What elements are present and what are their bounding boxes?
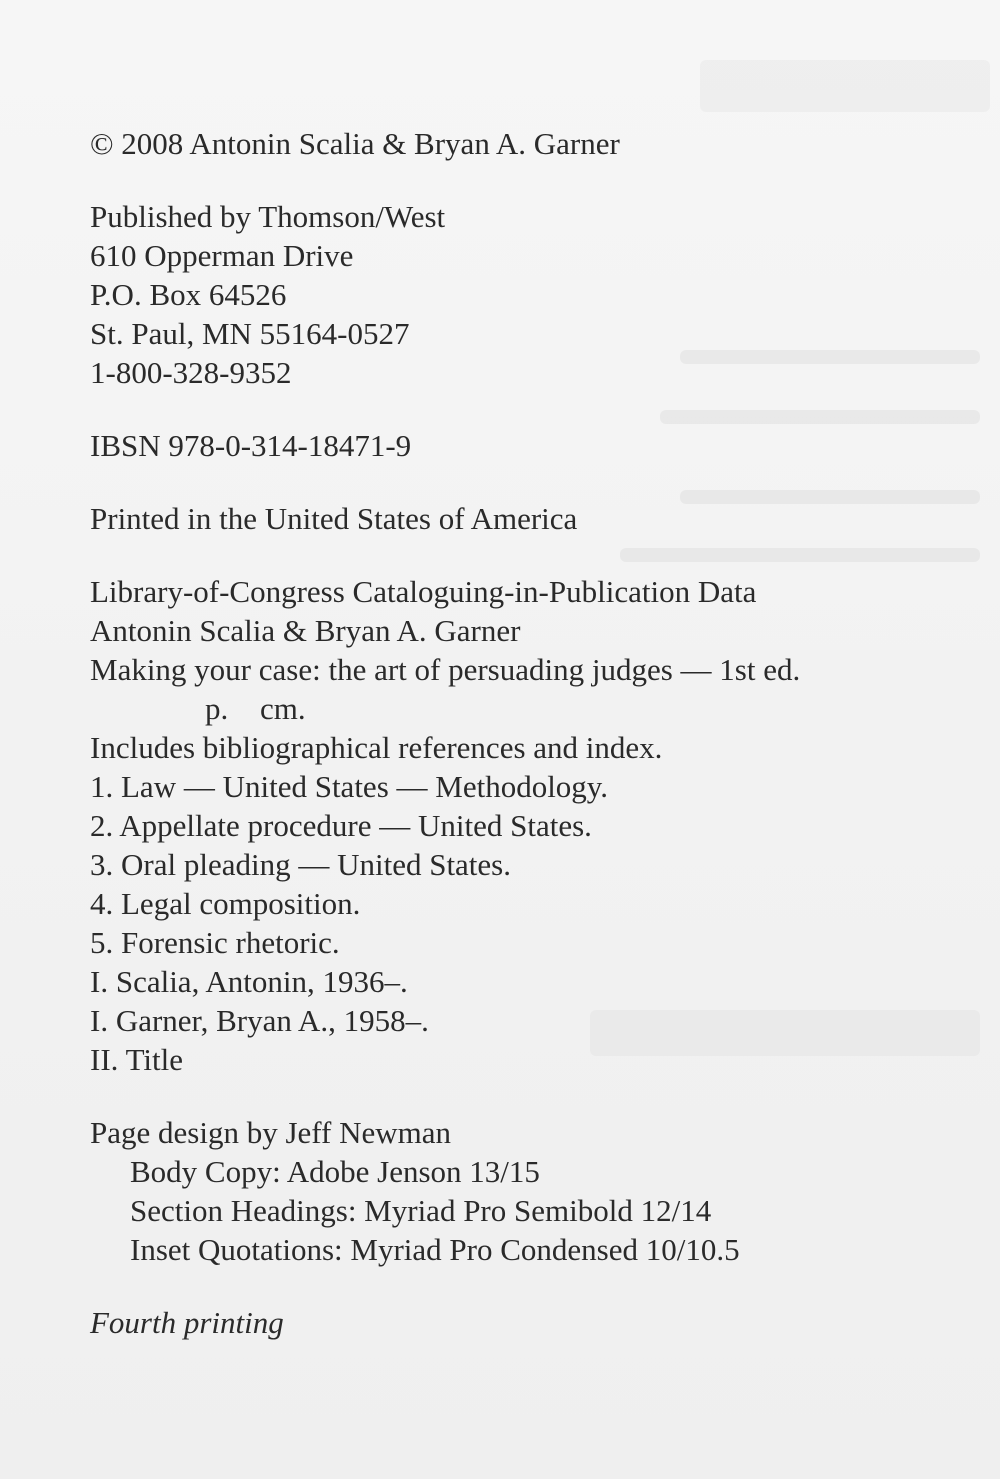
publisher-phone: 1-800-328-9352 [90,355,292,390]
bleed-through-mark [700,60,990,112]
cip-pcm: p. cm. [205,691,306,726]
cip-subject: 2. Appellate procedure — United States. [90,808,592,843]
cip-subject: 4. Legal composition. [90,886,361,921]
isbn-line: IBSN 978-0-314-18471-9 [90,428,412,463]
publisher-block [90,197,950,392]
cip-subject: II. Title [90,1042,184,1077]
design-block [90,1113,950,1269]
publisher-name: Published by Thomson/West [90,199,446,234]
design-item: Inset Quotations: Myriad Pro Condensed 10/10.5 [130,1232,740,1267]
printed-in-line: Printed in the United States of America [90,501,578,536]
cip-subject: 3. Oral pleading — United States. [90,847,511,882]
copyright-line: © 2008 Antonin Scalia & Bryan A. Garner [90,126,620,161]
design-item: Section Headings: Myriad Pro Semibold 12/14 [130,1193,712,1228]
publisher-street: 610 Opperman Drive [90,238,354,273]
cip-authors: Antonin Scalia & Bryan A. Garner [90,613,521,648]
design-heading: Page design by Jeff Newman [90,1115,452,1150]
publisher-city: St. Paul, MN 55164-0527 [90,316,410,351]
cip-block [90,572,950,1079]
cip-subject: 1. Law — United States — Methodology. [90,769,609,804]
cip-title: Making your case: the art of persuading judges — 1st ed. [90,652,801,687]
printing-line: Fourth printing [90,1305,284,1340]
copyright-text-block [90,124,950,1342]
cip-heading: Library-of-Congress Cataloguing-in-Publication Data [90,574,757,609]
publisher-po-box: P.O. Box 64526 [90,277,287,312]
cip-includes: Includes bibliographical references and index. [90,730,663,765]
cip-subject: I. Garner, Bryan A., 1958–. [90,1003,429,1038]
cip-subject: 5. Forensic rhetoric. [90,925,340,960]
cip-subject: I. Scalia, Antonin, 1936–. [90,964,408,999]
design-item: Body Copy: Adobe Jenson 13/15 [130,1154,540,1189]
